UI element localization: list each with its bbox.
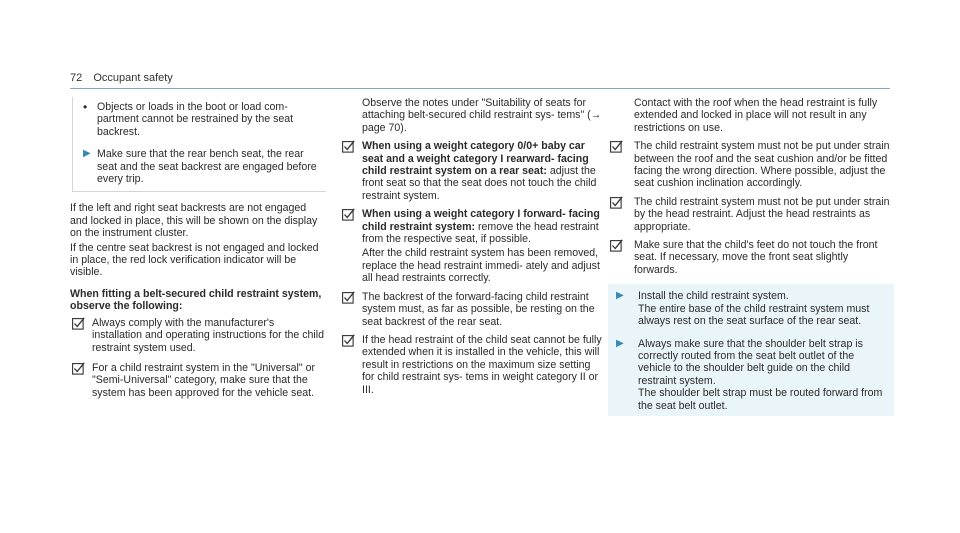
action-step: [612, 290, 888, 327]
checkbox-icon: [608, 239, 634, 253]
action-triangle-icon: ▶: [83, 148, 91, 160]
column-3: [608, 97, 894, 416]
checkbox-icon: [70, 317, 92, 331]
checklist-extra: After the child restraint system has been removed, replace the head restraint immedi- ately and adjust all head restraints correctly.: [362, 247, 600, 285]
action-text: [638, 290, 888, 327]
box-bullet-text: Objects or loads in the boot or load com- partment cannot be restrained by the seat backrest.: [97, 101, 294, 138]
checklist-item: [340, 208, 604, 284]
paragraph: If the left and right seat backrests are not engaged and locked in place, this will be shown on the display on the instrument cluster.: [70, 202, 318, 240]
checklist-item: [340, 291, 604, 328]
section-title: Occupant safety: [93, 72, 173, 84]
checklist-text: The child restraint system must not be put under strain between the roof and the seat cushion and/or be fitted facing the wrong direction. Where possible, adjust the seat cushion inclination accordingly.: [634, 140, 890, 190]
checkbox-icon: [340, 208, 362, 222]
action-step: [83, 148, 320, 185]
checklist-text: The backrest of the forward-facing child restraint system must, as far as possible, be resting on the seat backrest of the rear seat.: [362, 290, 595, 328]
checkbox-icon: [340, 140, 362, 154]
action-body: The entire base of the child restraint system must always rest on the seat surface of the rear seat.: [638, 302, 870, 328]
checklist-item: [608, 140, 894, 190]
action-triangle-icon: ▶: [616, 337, 624, 349]
page-number: 72: [70, 72, 83, 84]
checkbox-icon: [340, 291, 362, 305]
checkbox-icon: [340, 334, 362, 348]
list-item: [83, 101, 320, 138]
action-title: Install the child restraint system.: [638, 290, 789, 303]
checklist-text: Always comply with the manufacturer's installation and operating instructions for the child restraint system used.: [92, 316, 325, 354]
checklist-heading: When using a weight category I forward- facing child restraint system:: [362, 208, 600, 233]
paragraph: Contact with the roof when the head restraint is fully extended and locked in place will not result in any restrictions on use.: [634, 97, 878, 134]
checklist-item: [340, 334, 604, 396]
column-1: [70, 97, 326, 399]
checkbox-icon: [608, 140, 634, 154]
checklist-body: remove the head restraint from the respective seat, if possible.: [362, 220, 599, 246]
paragraph: If the centre seat backrest is not engaged and locked in place, the red lock verification indicator will be visible.: [70, 241, 319, 279]
checklist-body: adjust the front seat so that the seat does not touch the child restraint system.: [362, 165, 597, 202]
checkbox-icon: [70, 362, 92, 376]
checklist-item: [340, 140, 604, 202]
action-step: [612, 338, 888, 412]
checklist-text: [362, 140, 604, 202]
checklist-text: [362, 208, 604, 284]
checklist-item: [608, 196, 894, 233]
paragraph: Observe the notes under "Suitability of seats for attaching belt-secured child restraint sys- tems" (→ page 70).: [362, 97, 602, 134]
column-2: [340, 97, 604, 396]
section-heading: When fitting a belt-secured child restraint system, observe the following:: [70, 287, 322, 313]
bullet-icon: •: [83, 100, 88, 114]
page-header: [70, 72, 173, 84]
checklist-text: The child restraint system must not be put under strain by the head restraint. Adjust the head restraints as appropriate.: [634, 195, 890, 233]
checklist-text: Make sure that the child's feet do not touch the front seat. If necessary, move the front seat slightly forwards.: [634, 239, 878, 276]
warning-box: [72, 97, 326, 192]
action-text: [638, 338, 888, 412]
header-rule: [70, 88, 890, 89]
box-action-text: Make sure that the rear bench seat, the rear seat and the seat backrest are engaged before every trip.: [97, 148, 317, 186]
instruction-panel: [608, 284, 894, 416]
checklist-item: [608, 239, 894, 276]
checklist-item: [70, 362, 326, 399]
action-body: Always make sure that the shoulder belt strap is correctly routed from the seat belt outlet of the vehicle to the shoulder belt guide on the child restraint system.: [638, 337, 863, 387]
checklist-item: [70, 317, 326, 354]
checklist-text: If the head restraint of the child seat cannot be fully extended when it is installed in the vehicle, this will result in restrictions on the maximum size setting for child restraint sys- tems in weight category II or III.: [362, 333, 602, 396]
action-extra: The shoulder belt strap must be routed forward from the seat belt outlet.: [638, 387, 883, 412]
action-triangle-icon: ▶: [616, 290, 624, 302]
checkbox-icon: [608, 196, 634, 210]
checklist-heading: When using a weight category 0/0+ baby car seat and a weight category I rearward- facing child restraint system on a rear seat:: [362, 140, 589, 178]
checklist-text: For a child restraint system in the "Universal" or "Semi-Universal" category, make sure that the system has been approved for the vehicle seat.: [92, 361, 316, 399]
